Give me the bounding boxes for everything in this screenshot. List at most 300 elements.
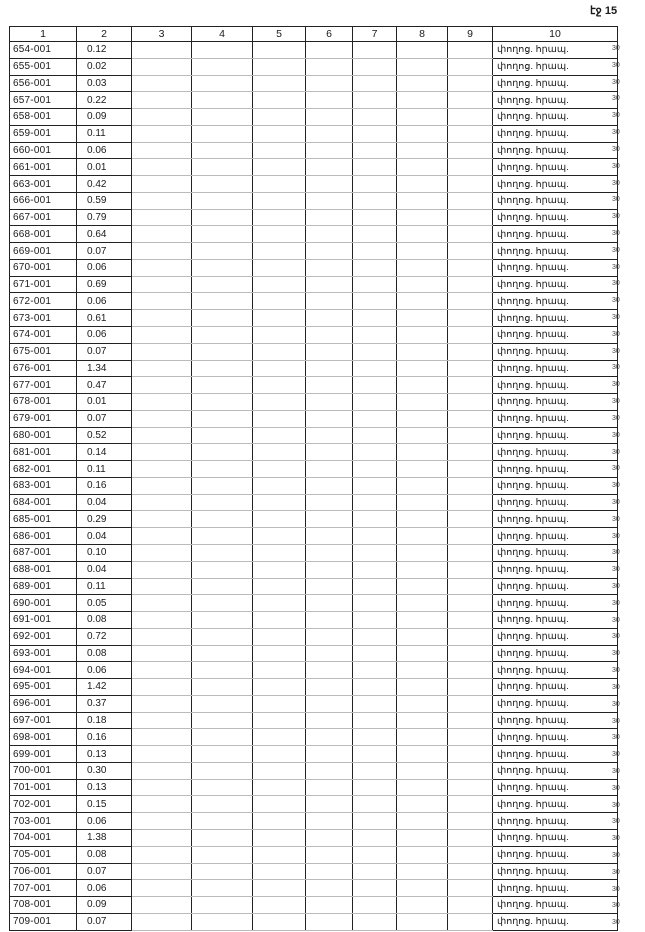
empty-cell	[448, 75, 493, 92]
area-cell: 1.34	[77, 360, 132, 377]
empty-cell	[448, 846, 493, 863]
empty-cell	[132, 377, 192, 394]
empty-cell	[397, 746, 448, 763]
empty-cell	[448, 477, 493, 494]
margin-mark: 30	[612, 246, 620, 254]
empty-cell	[353, 42, 397, 59]
empty-cell	[306, 410, 353, 427]
table-row	[10, 729, 618, 746]
margin-mark: 30	[612, 801, 620, 809]
empty-cell	[253, 377, 306, 394]
table-row	[10, 595, 618, 612]
area-cell: 0.07	[77, 410, 132, 427]
empty-cell	[353, 880, 397, 897]
empty-cell	[253, 779, 306, 796]
empty-cell	[448, 595, 493, 612]
empty-cell	[192, 544, 253, 561]
parcel-code-cell: 656-001	[10, 75, 77, 92]
empty-cell	[192, 913, 253, 930]
area-cell: 0.47	[77, 377, 132, 394]
empty-cell	[353, 176, 397, 193]
empty-cell	[132, 360, 192, 377]
empty-cell	[306, 897, 353, 914]
area-cell: 0.18	[77, 712, 132, 729]
land-use-cell: փողոց. հրապ.	[493, 176, 618, 193]
empty-cell	[306, 695, 353, 712]
table-row	[10, 746, 618, 763]
land-use-cell: փողոց. հրապ.	[493, 92, 618, 109]
margin-mark: 30	[612, 549, 620, 557]
parcel-code-cell: 679-001	[10, 410, 77, 427]
parcel-code-cell: 655-001	[10, 58, 77, 75]
empty-cell	[353, 444, 397, 461]
empty-cell	[306, 712, 353, 729]
table-row	[10, 259, 618, 276]
area-cell: 0.13	[77, 779, 132, 796]
margin-mark: 30	[612, 700, 620, 708]
empty-cell	[448, 327, 493, 344]
empty-cell	[448, 628, 493, 645]
empty-cell	[132, 544, 192, 561]
empty-cell	[306, 863, 353, 880]
empty-cell	[132, 142, 192, 159]
empty-cell	[448, 427, 493, 444]
empty-cell	[132, 494, 192, 511]
column-header: 7	[353, 27, 397, 42]
empty-cell	[253, 176, 306, 193]
empty-cell	[397, 176, 448, 193]
land-use-cell: փողոց. հրապ.	[493, 259, 618, 276]
empty-cell	[132, 310, 192, 327]
margin-marks	[612, 41, 632, 932]
land-use-cell: փողոց. հրապ.	[493, 796, 618, 813]
empty-cell	[448, 913, 493, 930]
empty-cell	[253, 511, 306, 528]
table-row	[10, 813, 618, 830]
empty-cell	[253, 863, 306, 880]
empty-cell	[353, 746, 397, 763]
area-cell: 0.15	[77, 796, 132, 813]
empty-cell	[353, 293, 397, 310]
empty-cell	[397, 327, 448, 344]
empty-cell	[132, 729, 192, 746]
empty-cell	[192, 410, 253, 427]
empty-cell	[306, 42, 353, 59]
empty-cell	[253, 796, 306, 813]
empty-cell	[306, 511, 353, 528]
empty-cell	[448, 528, 493, 545]
empty-cell	[132, 712, 192, 729]
empty-cell	[192, 695, 253, 712]
empty-cell	[353, 628, 397, 645]
table-row	[10, 863, 618, 880]
empty-cell	[397, 209, 448, 226]
empty-cell	[192, 880, 253, 897]
parcel-code-cell: 667-001	[10, 209, 77, 226]
empty-cell	[448, 276, 493, 293]
land-use-cell: փողոց. հրապ.	[493, 846, 618, 863]
empty-cell	[306, 595, 353, 612]
land-use-cell: փողոց. հրապ.	[493, 109, 618, 126]
empty-cell	[306, 729, 353, 746]
area-cell: 0.07	[77, 243, 132, 260]
empty-cell	[448, 561, 493, 578]
empty-cell	[132, 880, 192, 897]
land-use-cell: փողոց. հրապ.	[493, 226, 618, 243]
empty-cell	[397, 779, 448, 796]
empty-cell	[192, 595, 253, 612]
land-use-cell: փողոց. հրապ.	[493, 746, 618, 763]
area-cell: 0.11	[77, 578, 132, 595]
empty-cell	[397, 427, 448, 444]
empty-cell	[192, 92, 253, 109]
parcel-code-cell: 684-001	[10, 494, 77, 511]
empty-cell	[397, 192, 448, 209]
empty-cell	[306, 662, 353, 679]
empty-cell	[132, 779, 192, 796]
parcel-code-cell: 676-001	[10, 360, 77, 377]
land-use-cell: փողոց. հրապ.	[493, 410, 618, 427]
area-cell: 0.04	[77, 528, 132, 545]
parcel-code-cell: 657-001	[10, 92, 77, 109]
table-row	[10, 461, 618, 478]
column-header: 5	[253, 27, 306, 42]
empty-cell	[448, 360, 493, 377]
area-cell: 0.04	[77, 561, 132, 578]
empty-cell	[306, 192, 353, 209]
table-row	[10, 628, 618, 645]
empty-cell	[132, 612, 192, 629]
empty-cell	[192, 829, 253, 846]
empty-cell	[448, 159, 493, 176]
empty-cell	[132, 695, 192, 712]
empty-cell	[306, 494, 353, 511]
empty-cell	[192, 192, 253, 209]
land-use-cell: փողոց. հրապ.	[493, 58, 618, 75]
table-row	[10, 293, 618, 310]
empty-cell	[253, 829, 306, 846]
empty-cell	[192, 511, 253, 528]
empty-cell	[397, 461, 448, 478]
empty-cell	[192, 477, 253, 494]
empty-cell	[306, 259, 353, 276]
empty-cell	[353, 477, 397, 494]
empty-cell	[397, 92, 448, 109]
table-row	[10, 578, 618, 595]
empty-cell	[192, 327, 253, 344]
empty-cell	[253, 125, 306, 142]
area-cell: 0.29	[77, 511, 132, 528]
empty-cell	[353, 762, 397, 779]
empty-cell	[448, 695, 493, 712]
empty-cell	[306, 209, 353, 226]
empty-cell	[448, 662, 493, 679]
empty-cell	[397, 42, 448, 59]
empty-cell	[132, 92, 192, 109]
empty-cell	[192, 159, 253, 176]
empty-cell	[448, 796, 493, 813]
empty-cell	[353, 779, 397, 796]
margin-mark: 30	[612, 364, 620, 372]
table-row	[10, 410, 618, 427]
empty-cell	[253, 159, 306, 176]
table-row	[10, 276, 618, 293]
empty-cell	[448, 109, 493, 126]
empty-cell	[448, 394, 493, 411]
empty-cell	[353, 913, 397, 930]
parcel-code-cell: 698-001	[10, 729, 77, 746]
margin-mark: 30	[612, 498, 620, 506]
area-cell: 0.79	[77, 209, 132, 226]
empty-cell	[448, 712, 493, 729]
margin-mark: 30	[612, 566, 620, 574]
empty-cell	[353, 511, 397, 528]
table-row	[10, 92, 618, 109]
margin-mark: 30	[612, 280, 620, 288]
table-row	[10, 796, 618, 813]
empty-cell	[192, 528, 253, 545]
area-cell: 0.61	[77, 310, 132, 327]
empty-cell	[192, 612, 253, 629]
empty-cell	[192, 461, 253, 478]
parcel-code-cell: 697-001	[10, 712, 77, 729]
land-use-cell: փողոց. հրապ.	[493, 544, 618, 561]
empty-cell	[192, 310, 253, 327]
empty-cell	[132, 511, 192, 528]
empty-cell	[253, 679, 306, 696]
area-cell: 0.52	[77, 427, 132, 444]
land-use-cell: փողոց. հրապ.	[493, 192, 618, 209]
empty-cell	[397, 913, 448, 930]
empty-cell	[132, 829, 192, 846]
margin-mark: 30	[612, 145, 620, 153]
area-cell: 0.01	[77, 394, 132, 411]
margin-mark: 30	[612, 885, 620, 893]
area-cell: 0.06	[77, 662, 132, 679]
table-row	[10, 394, 618, 411]
area-cell: 0.06	[77, 880, 132, 897]
area-cell: 0.08	[77, 612, 132, 629]
empty-cell	[397, 310, 448, 327]
area-cell: 0.06	[77, 327, 132, 344]
empty-cell	[253, 75, 306, 92]
empty-cell	[397, 142, 448, 159]
empty-cell	[397, 410, 448, 427]
area-cell: 0.09	[77, 897, 132, 914]
parcel-code-cell: 673-001	[10, 310, 77, 327]
area-cell: 1.38	[77, 829, 132, 846]
parcel-code-cell: 678-001	[10, 394, 77, 411]
empty-cell	[306, 394, 353, 411]
land-use-cell: փողոց. հրապ.	[493, 343, 618, 360]
empty-cell	[192, 561, 253, 578]
parcel-code-cell: 658-001	[10, 109, 77, 126]
column-header: 1	[10, 27, 77, 42]
empty-cell	[192, 293, 253, 310]
empty-cell	[192, 645, 253, 662]
parcel-code-cell: 680-001	[10, 427, 77, 444]
empty-cell	[253, 695, 306, 712]
area-cell: 0.64	[77, 226, 132, 243]
parcel-code-cell: 691-001	[10, 612, 77, 629]
empty-cell	[253, 360, 306, 377]
empty-cell	[397, 897, 448, 914]
empty-cell	[306, 846, 353, 863]
page-number: էջ 15	[590, 5, 618, 17]
table-row	[10, 58, 618, 75]
empty-cell	[353, 58, 397, 75]
land-use-cell: փողոց. հրապ.	[493, 159, 618, 176]
empty-cell	[253, 528, 306, 545]
empty-cell	[192, 813, 253, 830]
table-row	[10, 880, 618, 897]
area-cell: 0.01	[77, 159, 132, 176]
empty-cell	[253, 209, 306, 226]
empty-cell	[448, 209, 493, 226]
empty-cell	[353, 343, 397, 360]
area-cell: 1.42	[77, 679, 132, 696]
parcel-code-cell: 699-001	[10, 746, 77, 763]
empty-cell	[397, 863, 448, 880]
empty-cell	[253, 913, 306, 930]
parcel-code-cell: 693-001	[10, 645, 77, 662]
empty-cell	[448, 863, 493, 880]
empty-cell	[306, 779, 353, 796]
land-use-cell: փողոց. հրապ.	[493, 427, 618, 444]
empty-cell	[448, 494, 493, 511]
empty-cell	[353, 813, 397, 830]
empty-cell	[306, 477, 353, 494]
table-row	[10, 125, 618, 142]
empty-cell	[448, 377, 493, 394]
empty-cell	[253, 578, 306, 595]
empty-cell	[353, 192, 397, 209]
empty-cell	[353, 712, 397, 729]
empty-cell	[448, 58, 493, 75]
empty-cell	[253, 712, 306, 729]
empty-cell	[132, 444, 192, 461]
empty-cell	[353, 897, 397, 914]
empty-cell	[397, 662, 448, 679]
area-cell: 0.06	[77, 259, 132, 276]
table-row	[10, 528, 618, 545]
margin-mark: 30	[612, 229, 620, 237]
parcel-code-cell: 690-001	[10, 595, 77, 612]
empty-cell	[306, 327, 353, 344]
empty-cell	[306, 880, 353, 897]
land-use-cell: փողոց. հրապ.	[493, 494, 618, 511]
land-use-cell: փողոց. հրապ.	[493, 327, 618, 344]
table-row	[10, 762, 618, 779]
empty-cell	[448, 544, 493, 561]
empty-cell	[253, 142, 306, 159]
parcel-code-cell: 660-001	[10, 142, 77, 159]
empty-cell	[253, 310, 306, 327]
empty-cell	[192, 494, 253, 511]
land-use-cell: փողոց. հրապ.	[493, 645, 618, 662]
empty-cell	[448, 511, 493, 528]
empty-cell	[132, 192, 192, 209]
area-cell: 0.69	[77, 276, 132, 293]
empty-cell	[132, 58, 192, 75]
empty-cell	[132, 209, 192, 226]
empty-cell	[253, 58, 306, 75]
empty-cell	[306, 243, 353, 260]
parcel-code-cell: 659-001	[10, 125, 77, 142]
table-row	[10, 444, 618, 461]
area-cell: 0.07	[77, 913, 132, 930]
empty-cell	[353, 846, 397, 863]
empty-cell	[448, 192, 493, 209]
margin-mark: 30	[612, 465, 620, 473]
area-cell: 0.12	[77, 42, 132, 59]
empty-cell	[253, 410, 306, 427]
empty-cell	[192, 762, 253, 779]
parcel-code-cell: 671-001	[10, 276, 77, 293]
table-row	[10, 511, 618, 528]
margin-mark: 30	[612, 162, 620, 170]
empty-cell	[253, 394, 306, 411]
empty-cell	[132, 259, 192, 276]
area-cell: 0.59	[77, 192, 132, 209]
empty-cell	[448, 762, 493, 779]
empty-cell	[397, 226, 448, 243]
empty-cell	[353, 645, 397, 662]
margin-mark: 30	[612, 112, 620, 120]
empty-cell	[353, 394, 397, 411]
empty-cell	[306, 75, 353, 92]
empty-cell	[397, 494, 448, 511]
area-cell: 0.08	[77, 846, 132, 863]
empty-cell	[306, 58, 353, 75]
empty-cell	[353, 209, 397, 226]
empty-cell	[448, 444, 493, 461]
land-use-cell: փողոց. հրապ.	[493, 779, 618, 796]
empty-cell	[192, 176, 253, 193]
empty-cell	[192, 125, 253, 142]
area-cell: 0.10	[77, 544, 132, 561]
empty-cell	[353, 377, 397, 394]
land-use-cell: փողոց. հրապ.	[493, 511, 618, 528]
area-cell: 0.06	[77, 142, 132, 159]
area-cell: 0.08	[77, 645, 132, 662]
empty-cell	[306, 293, 353, 310]
margin-mark: 30	[612, 919, 620, 927]
empty-cell	[192, 746, 253, 763]
empty-cell	[353, 729, 397, 746]
empty-cell	[353, 461, 397, 478]
empty-cell	[132, 628, 192, 645]
empty-cell	[306, 92, 353, 109]
land-use-cell: փողոց. հրապ.	[493, 695, 618, 712]
empty-cell	[353, 561, 397, 578]
land-register-table	[9, 26, 618, 931]
land-use-cell: փողոց. հրապ.	[493, 897, 618, 914]
table-row	[10, 42, 618, 59]
area-cell: 0.04	[77, 494, 132, 511]
empty-cell	[397, 243, 448, 260]
empty-cell	[306, 544, 353, 561]
area-cell: 0.02	[77, 58, 132, 75]
empty-cell	[353, 75, 397, 92]
empty-cell	[253, 42, 306, 59]
empty-cell	[306, 461, 353, 478]
empty-cell	[353, 243, 397, 260]
empty-cell	[306, 612, 353, 629]
parcel-code-cell: 674-001	[10, 327, 77, 344]
table-row	[10, 176, 618, 193]
empty-cell	[353, 494, 397, 511]
